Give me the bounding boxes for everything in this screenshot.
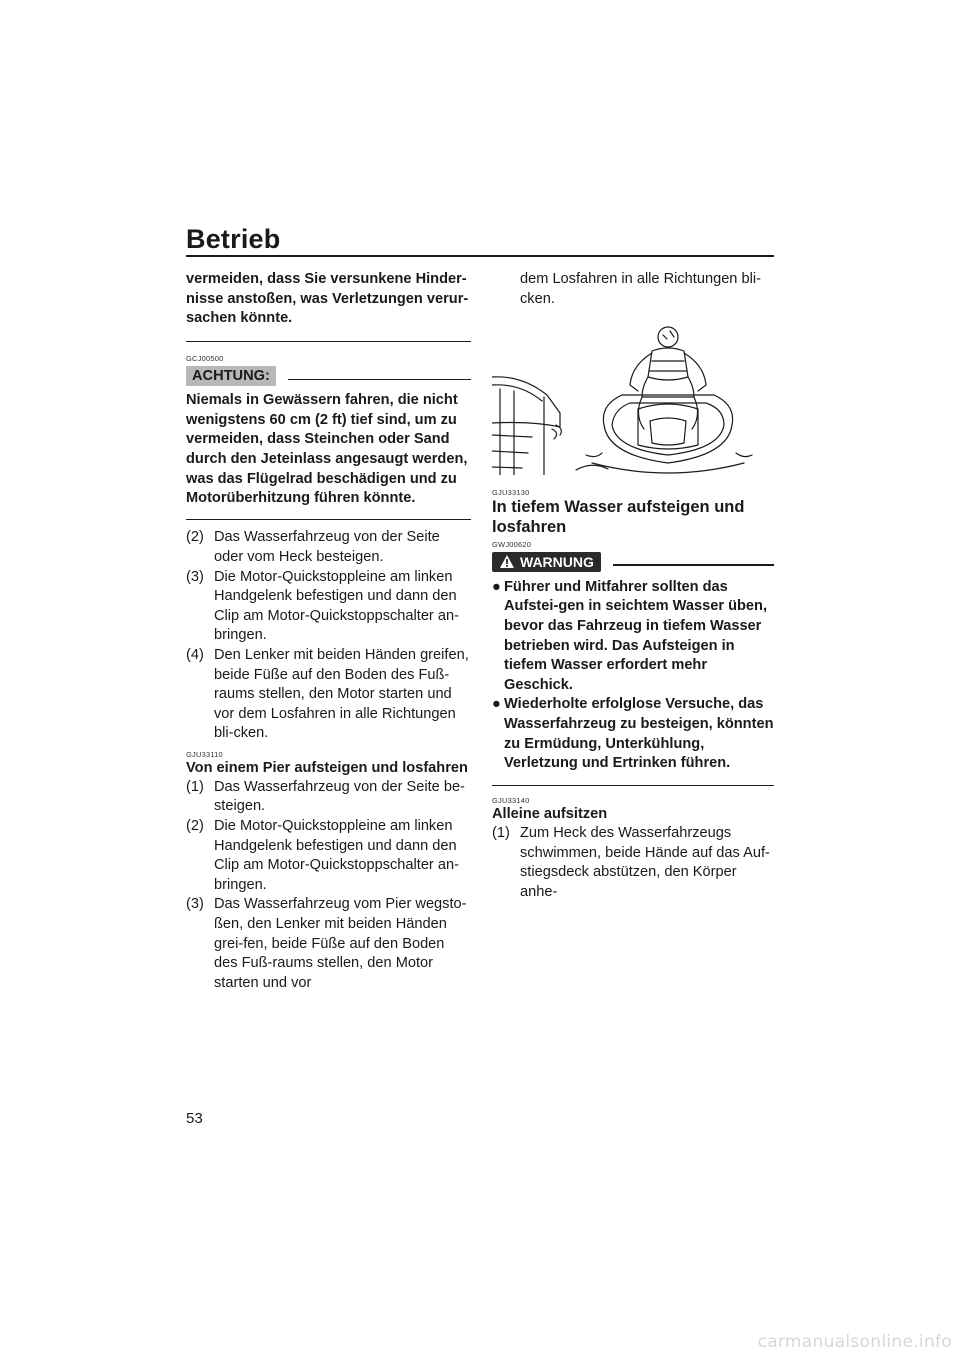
achtung-label: ACHTUNG: [186,366,276,386]
step-text: Den Lenker mit beiden Händen greifen, beide Füße auf den Boden des Fuß-raums stellen, den Motor starten und vor dem Losfahren in alle Richtungen bli-cken. [214,646,469,742]
alone-heading: Alleine aufsitzen [492,806,608,823]
alone-code: GJU33140 [492,796,530,806]
bullet-text: Führer und Mitfahrer sollten das Aufstei-gen in seichtem Wasser üben, bevor das Fahrzeug in tiefem Wasser betrieben wird. Das Aufsteigen in tiefem Wasser erfordert mehr Geschick. [504,578,768,693]
deep-code: GJU33130 [492,487,530,497]
list-item [186,646,471,744]
step-text: Die Motor-Quickstoppleine am linken Handgelenk befestigen und dann den Clip am Motor-Quickstoppschalter an-bringen. [214,568,459,644]
step-number: (2) [186,529,204,546]
deep-heading: In tiefem Wasser aufsteigen und losfahren [492,497,745,536]
achtung-rule [288,379,471,381]
warnung-code: GWJ00620 [492,539,532,549]
pier-code: GJU33110 [186,749,223,759]
step-number: (1) [186,778,204,795]
step-number: (1) [492,825,510,842]
list-item [492,578,774,696]
intro-warning-text: vermeiden, dass Sie versunkene Hinder-nisse anstoßen, was Verletzungen verur-sachen könnte. [186,271,469,327]
step-text: Das Wasserfahrzeug von der Seite be-steigen. [214,778,465,815]
rider-on-watercraft-illustration [492,325,774,482]
warnung-label: WARNUNG [520,553,594,570]
divider [492,785,774,787]
step-number: (3) [186,568,204,585]
warnung-bullets [492,578,774,774]
step-text: Zum Heck des Wasserfahrzeugs schwimmen, beide Hände auf das Auf-stiegsdeck abstützen, den Körper anhe- [520,825,770,900]
list-item [186,817,471,895]
warnung-rule [613,564,774,566]
list-item [186,528,471,567]
list-item [492,824,774,902]
steps-list [186,528,471,744]
step-text: Das Wasserfahrzeug vom Pier wegsto-ßen, den Lenker mit beiden Händen grei-fen, beide Füße auf den Boden des Fuß-raums stellen, den Motor starten und vor [214,896,467,991]
bullet-text: Wiederholte erfolglose Versuche, das Wasserfahrzeug zu besteigen, könnten zu Ermüdung, Unterkühlung, Verletzung und Ertrinken führen. [504,696,774,772]
warnung-header [492,552,774,572]
list-item [492,695,774,773]
pier-heading: Von einem Pier aufsteigen und losfahren [186,759,468,776]
bullet-icon: ● [492,696,501,713]
step-number: (3) [186,896,204,913]
left-column [186,270,471,993]
page-title: Betrieb [186,224,281,254]
title-rule [186,255,774,257]
achtung-code: GCJ00500 [186,354,224,364]
step-text: Die Motor-Quickstoppleine am linken Handgelenk befestigen und dann den Clip am Motor-Quickstoppschalter an-bringen. [214,818,459,893]
warning-triangle-icon [499,554,515,569]
step-number: (4) [186,646,204,663]
divider [186,519,471,521]
alone-steps-list [492,824,774,902]
right-column [492,270,774,903]
page-number: 53 [186,1110,203,1127]
list-item [186,568,471,646]
pier-steps-list [186,778,471,994]
bullet-icon: ● [492,578,501,595]
step-number: (2) [186,818,204,835]
divider [186,341,471,343]
achtung-header [186,366,471,386]
warnung-label-box [492,552,601,572]
continuation-text: dem Losfahren in alle Richtungen bli-cken. [520,271,761,307]
watermark: carmanualsonline.info [757,1332,952,1352]
step-text: Das Wasserfahrzeug von der Seite oder vom Heck besteigen. [214,529,440,565]
achtung-text: Niemals in Gewässern fahren, die nicht wenigstens 60 cm (2 ft) tief sind, um zu vermeiden, dass Steinchen oder Sand durch den Jeteinlass angesaugt werden, was das Flügelrad beschädigen und zu Motorüberhitzung führen könnte. [186,392,468,507]
list-item [186,778,471,817]
list-item [186,895,471,993]
